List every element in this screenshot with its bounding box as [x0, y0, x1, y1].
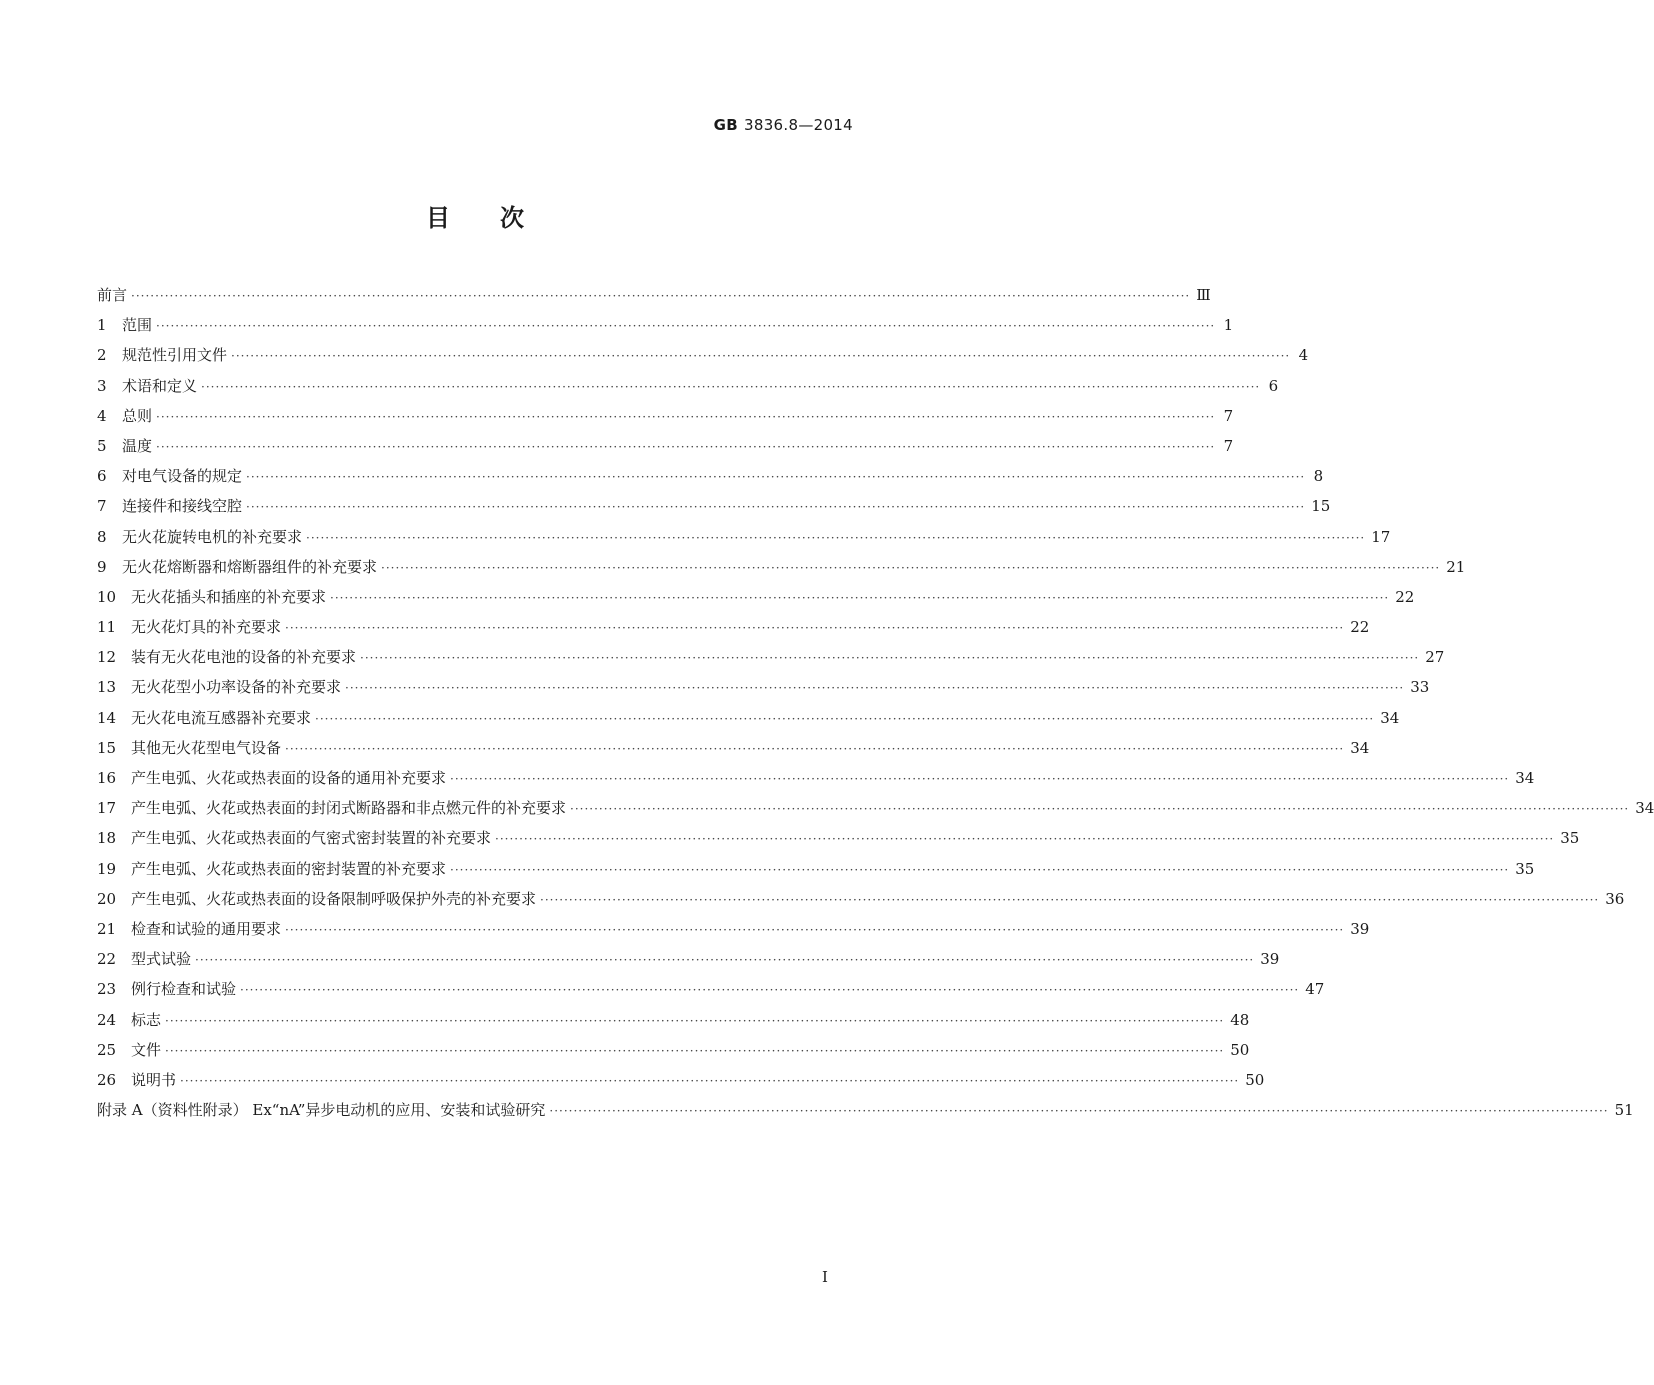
toc-entry-page: 1	[1223, 316, 1234, 335]
toc-entry-page: 51	[1614, 1101, 1634, 1120]
toc-entry-label: 例行检查和试验	[131, 980, 237, 999]
toc-entry[interactable]	[97, 944, 1280, 974]
toc-entry-number: 7	[97, 497, 107, 516]
toc-leader-dots: ····························································································································································································································	[180, 1073, 1240, 1088]
toc-entry-number: 15	[97, 738, 117, 757]
toc-entry-number: 4	[97, 406, 107, 425]
toc-entry-number: 1	[97, 316, 107, 335]
toc-entry-page: Ⅲ	[1196, 286, 1211, 304]
toc-leader-dots: ····························································································································································································································	[285, 621, 1345, 636]
toc-entry-label: 无火花电流互感器补充要求	[131, 708, 312, 727]
toc-entry-label: 总则	[122, 406, 153, 425]
toc-entry[interactable]	[97, 552, 1466, 582]
toc-entry[interactable]	[97, 340, 1309, 370]
toc-entry-label: 标志	[131, 1010, 162, 1029]
toc-entry-page: 7	[1223, 406, 1234, 425]
toc-entry-number: 13	[97, 678, 117, 697]
toc-entry[interactable]	[97, 461, 1324, 491]
toc-leader-dots: ····························································································································································································································	[330, 590, 1390, 605]
toc-entry[interactable]	[97, 642, 1445, 672]
toc-entry[interactable]	[97, 431, 1234, 461]
toc-leader-dots: ····························································································································································································································	[285, 922, 1345, 937]
toc-entry[interactable]	[97, 884, 1625, 914]
toc-entry-page: 27	[1425, 648, 1445, 667]
toc-leader-dots: ····························································································································································································································	[201, 379, 1261, 394]
toc-entry-number: 23	[97, 980, 117, 999]
toc-leader-dots: ····························································································································································································································	[450, 772, 1510, 786]
toc-leader-dots: ····························································································································································································································	[549, 1104, 1609, 1119]
toc-entry-number: 6	[97, 467, 107, 486]
toc-entry-label: 对电气设备的规定	[122, 467, 243, 486]
page-number: I	[822, 1268, 828, 1286]
toc-entry-label: 温度	[122, 436, 153, 455]
toc-entry-page: 35	[1560, 829, 1580, 848]
toc-entry-label: 产生电弧、火花或热表面的设备限制呼吸保护外壳的补充要求	[131, 889, 537, 908]
toc-entry-label: 其他无火花型电气设备	[131, 738, 282, 757]
toc-entry[interactable]	[97, 612, 1370, 642]
toc-entry-page: 7	[1223, 436, 1234, 455]
toc-leader-dots: ····························································································································································································································	[570, 802, 1630, 817]
toc-leader-dots: ····························································································································································································································	[495, 832, 1555, 847]
toc-entry-label: 附录 A（资料性附录） Ex“nA”异步电动机的应用、安装和试验研究	[97, 1101, 546, 1120]
toc-leader-dots: ····························································································································································································································	[450, 862, 1510, 877]
toc-entry[interactable]	[97, 793, 1654, 823]
toc-entry-number: 19	[97, 859, 117, 878]
toc-entry-label: 无火花插头和插座的补充要求	[131, 587, 327, 606]
toc-entry-page: 4	[1298, 346, 1309, 365]
toc-entry-page: 34	[1635, 799, 1654, 818]
toc-entry[interactable]	[97, 763, 1535, 793]
toc-entry[interactable]	[97, 1005, 1250, 1035]
toc-entry-page: 22	[1395, 587, 1415, 606]
standard-number: 3836.8—2014	[744, 116, 853, 134]
toc-entry-number: 12	[97, 648, 117, 667]
toc-leader-dots: ····························································································································································································································	[131, 289, 1191, 303]
toc-entry-label: 产生电弧、火花或热表面的封闭式断路器和非点燃元件的补充要求	[131, 799, 567, 818]
toc-entry-number: 16	[97, 769, 117, 787]
toc-entry[interactable]	[97, 491, 1331, 521]
toc-entry-number: 17	[97, 799, 117, 818]
toc-entry-label: 产生电弧、火花或热表面的设备的通用补充要求	[131, 769, 447, 787]
toc-entry-page: 8	[1313, 467, 1324, 486]
toc-entry-number: 3	[97, 376, 107, 395]
toc-entry[interactable]	[97, 974, 1325, 1004]
toc-entry-number: 11	[97, 618, 117, 637]
toc-entry-number: 9	[97, 557, 107, 576]
toc-leader-dots: ····························································································································································································································	[285, 741, 1345, 756]
toc-entry-label: 规范性引用文件	[122, 346, 228, 365]
toc-entry-number: 18	[97, 829, 117, 848]
toc-entry[interactable]	[97, 1095, 1634, 1125]
toc-entry-page: 22	[1350, 618, 1370, 637]
toc-entry-label: 无火花旋转电机的补充要求	[122, 527, 303, 546]
toc-leader-dots: ····························································································································································································································	[381, 560, 1441, 575]
toc-entry-label: 前言	[97, 286, 128, 304]
toc-leader-dots: ····························································································································································································································	[306, 530, 1366, 545]
toc-leader-dots: ····························································································································································································································	[156, 409, 1216, 424]
toc-entry[interactable]	[97, 582, 1415, 612]
toc-entry[interactable]	[97, 371, 1279, 401]
toc-entry-number: 5	[97, 436, 107, 455]
toc-leader-dots: ····························································································································································································································	[231, 349, 1291, 364]
toc-leader-dots: ····························································································································································································································	[246, 500, 1306, 515]
toc-entry[interactable]	[97, 823, 1580, 853]
toc-leader-dots: ····························································································································································································································	[360, 651, 1420, 666]
table-of-contents	[97, 280, 1654, 1125]
toc-entry[interactable]	[97, 401, 1234, 431]
toc-entry-number: 25	[97, 1040, 117, 1059]
toc-entry-page: 35	[1515, 859, 1535, 878]
toc-entry-label: 装有无火花电池的设备的补充要求	[131, 648, 357, 667]
toc-entry-page: 21	[1446, 557, 1466, 576]
toc-entry-page: 36	[1605, 889, 1625, 908]
toc-entry-page: 17	[1371, 527, 1391, 546]
toc-entry-label: 连接件和接线空腔	[122, 497, 243, 516]
toc-leader-dots: ····························································································································································································································	[240, 983, 1300, 998]
toc-entry-number: 14	[97, 708, 117, 727]
toc-entry-page: 50	[1245, 1070, 1265, 1089]
toc-entry-page: 39	[1350, 919, 1370, 938]
toc-entry-page: 50	[1230, 1040, 1250, 1059]
toc-entry[interactable]	[97, 733, 1370, 763]
toc-entry-page: 48	[1230, 1010, 1250, 1029]
toc-entry-number: 10	[97, 587, 117, 606]
toc-entry-label: 无火花熔断器和熔断器组件的补充要求	[122, 557, 378, 576]
standard-code	[714, 116, 853, 134]
toc-entry[interactable]	[97, 522, 1391, 552]
toc-entry-label: 文件	[131, 1040, 162, 1059]
toc-entry-page: 34	[1350, 738, 1370, 757]
toc-entry-label: 说明书	[131, 1070, 177, 1089]
toc-entry[interactable]	[97, 854, 1535, 884]
toc-leader-dots: ····························································································································································································································	[195, 953, 1255, 968]
toc-entry-number: 22	[97, 950, 117, 969]
toc-entry-page: 47	[1305, 980, 1325, 999]
toc-entry-number: 21	[97, 919, 117, 938]
toc-entry[interactable]	[97, 1035, 1250, 1065]
toc-entry-label: 检查和试验的通用要求	[131, 919, 282, 938]
toc-leader-dots: ····························································································································································································································	[165, 1043, 1225, 1058]
toc-entry-number: 8	[97, 527, 107, 546]
toc-entry-page: 39	[1260, 950, 1280, 969]
toc-entry-number: 26	[97, 1070, 117, 1089]
toc-entry[interactable]	[97, 703, 1400, 733]
toc-entry-number: 24	[97, 1010, 117, 1029]
toc-entry-page: 34	[1515, 769, 1535, 787]
toc-entry-label: 术语和定义	[122, 376, 198, 395]
toc-leader-dots: ····························································································································································································································	[315, 711, 1375, 726]
toc-entry-label: 范围	[122, 316, 153, 335]
toc-leader-dots: ····························································································································································································································	[345, 681, 1405, 696]
toc-entry-page: 34	[1380, 708, 1400, 727]
toc-entry[interactable]	[97, 914, 1370, 944]
toc-entry[interactable]	[97, 280, 1211, 310]
toc-entry[interactable]	[97, 1065, 1265, 1095]
toc-entry-label: 产生电弧、火花或热表面的气密式密封装置的补充要求	[131, 829, 492, 848]
toc-entry-label: 无火花型小功率设备的补充要求	[131, 678, 342, 697]
toc-entry[interactable]	[97, 310, 1234, 340]
toc-entry-label: 无火花灯具的补充要求	[131, 618, 282, 637]
toc-entry[interactable]	[97, 672, 1430, 702]
page-title: 目次	[426, 204, 574, 232]
toc-leader-dots: ····························································································································································································································	[246, 470, 1306, 485]
standard-prefix: GB	[713, 116, 739, 134]
toc-entry-page: 33	[1410, 678, 1430, 697]
toc-entry-number: 2	[97, 346, 107, 365]
toc-leader-dots: ····························································································································································································································	[156, 319, 1216, 334]
toc-entry-page: 6	[1268, 376, 1279, 395]
toc-entry-page: 15	[1311, 497, 1331, 516]
toc-leader-dots: ····························································································································································································································	[156, 439, 1216, 454]
toc-leader-dots: ····························································································································································································································	[540, 892, 1600, 907]
toc-entry-label: 型式试验	[131, 950, 192, 969]
toc-entry-number: 20	[97, 889, 117, 908]
toc-entry-label: 产生电弧、火花或热表面的密封装置的补充要求	[131, 859, 447, 878]
toc-leader-dots: ····························································································································································································································	[165, 1013, 1225, 1028]
